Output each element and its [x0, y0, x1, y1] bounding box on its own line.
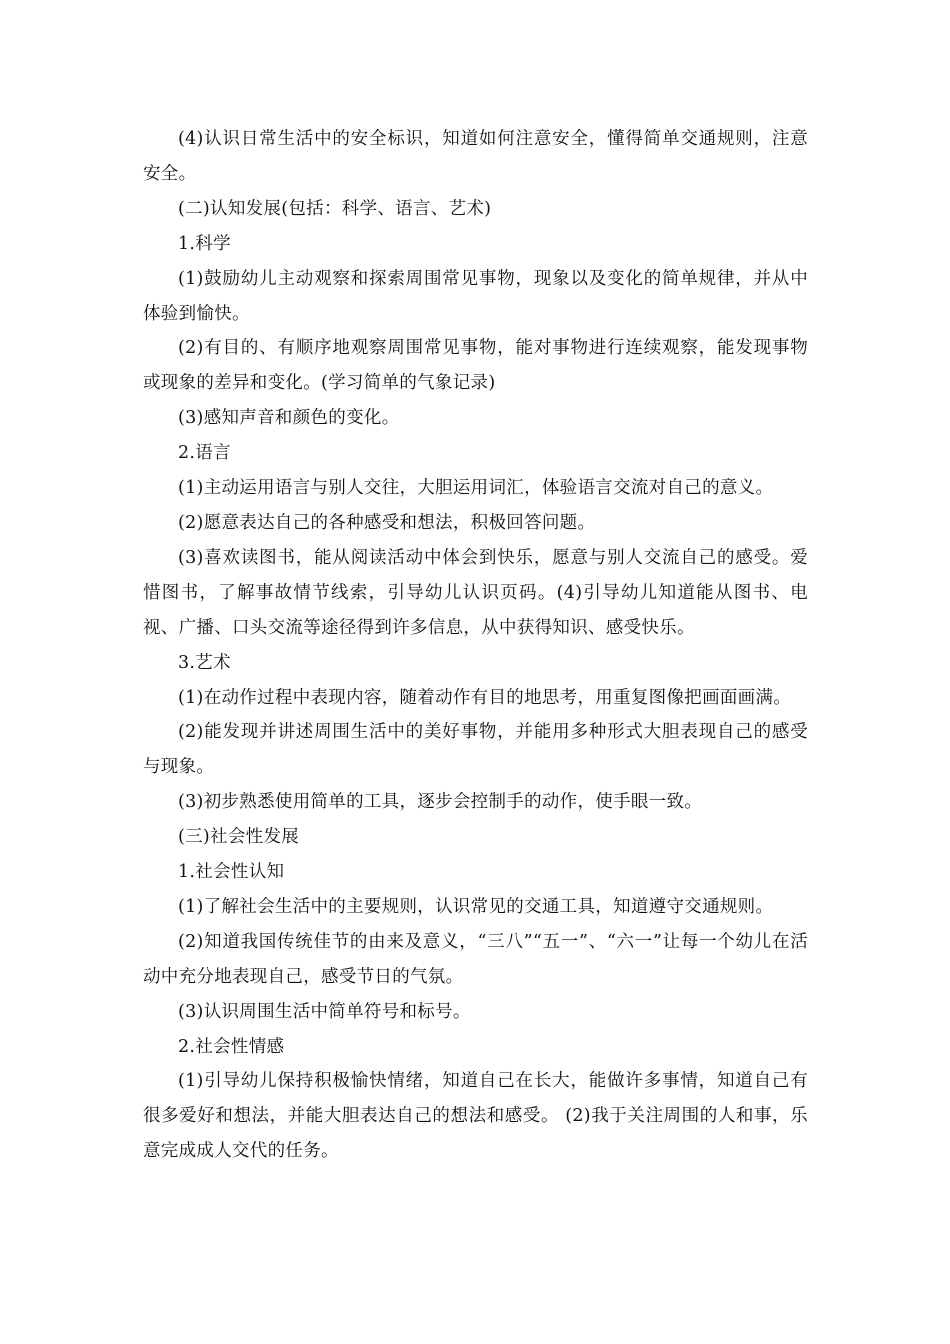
subheading-science: 1.科学	[178, 233, 231, 254]
subheading-social-cognition: 1.社会性认知	[178, 862, 285, 883]
subheading-language: 2.语言	[178, 443, 231, 464]
paragraph-social-cognition-1: (1)了解社会生活中的主要规则，认识常见的交通工具，知道遵守交通规则。	[178, 896, 774, 917]
subheading-social-emotion: 2.社会性情感	[178, 1036, 285, 1057]
paragraph-science-1: (1)鼓励幼儿主动观察和探索周围常见事物，现象以及变化的简单规律，并从中体验到愉快。	[143, 268, 808, 324]
paragraph-art-3: (3)初步熟悉使用简单的工具，逐步会控制手的动作，使手眼一致。	[178, 792, 703, 813]
paragraph-science-3: (3)感知声音和颜色的变化。	[178, 408, 400, 429]
paragraph-safety-signs: (4)认识日常生活中的安全标识，知道如何注意安全，懂得简单交通规则，注意安全。	[143, 129, 808, 184]
paragraph-social-cognition-2: (2)知道我国传统佳节的由来及意义，“三八”“五一”、“六一”让每一个幼儿在活动中充分地表现自己，感受节日的气氛。	[143, 931, 808, 987]
paragraph-language-1: (1)主动运用语言与别人交往，大胆运用词汇，体验语言交流对自己的意义。	[178, 478, 774, 499]
document-body	[143, 122, 808, 1169]
paragraph-art-1: (1)在动作过程中表现内容，随着动作有目的地思考，用重复图像把画面画满。	[178, 687, 792, 708]
paragraph-art-2: (2)能发现并讲述周围生活中的美好事物，并能用多种形式大胆表现自己的感受与现象。	[143, 722, 808, 778]
paragraph-social-cognition-3: (3)认识周围生活中简单符号和标号。	[178, 1001, 471, 1022]
paragraph-science-2: (2)有目的、有顺序地观察周围常见事物，能对事物进行连续观察，能发现事物或现象的差异和变化。(学习简单的气象记录)	[143, 338, 808, 394]
subheading-art: 3.艺术	[178, 652, 231, 673]
paragraph-social-emotion-1: (1)引导幼儿保持积极愉快情绪，知道自己在长大，能做许多事情，知道自己有很多爱好和想法，并能大胆表达自己的想法和感受。 (2)我于关注周围的人和事，乐意完成成人交代的任务。	[143, 1071, 808, 1162]
paragraph-language-3: (3)喜欢读图书，能从阅读活动中体会到快乐，愿意与别人交流自己的感受。爱惜图书，了解事故情节线索，引导幼儿认识页码。(4)引导幼儿知道能从图书、电视、广播、口头交流等途径得到许多信息，从中获得知识、感受快乐。	[143, 547, 808, 638]
section-heading-social: (三)社会性发展	[178, 827, 300, 848]
paragraph-language-2: (2)愿意表达自己的各种感受和想法，积极回答问题。	[178, 512, 596, 533]
section-heading-cognitive: (二)认知发展(包括：科学、语言、艺术)	[178, 198, 492, 219]
